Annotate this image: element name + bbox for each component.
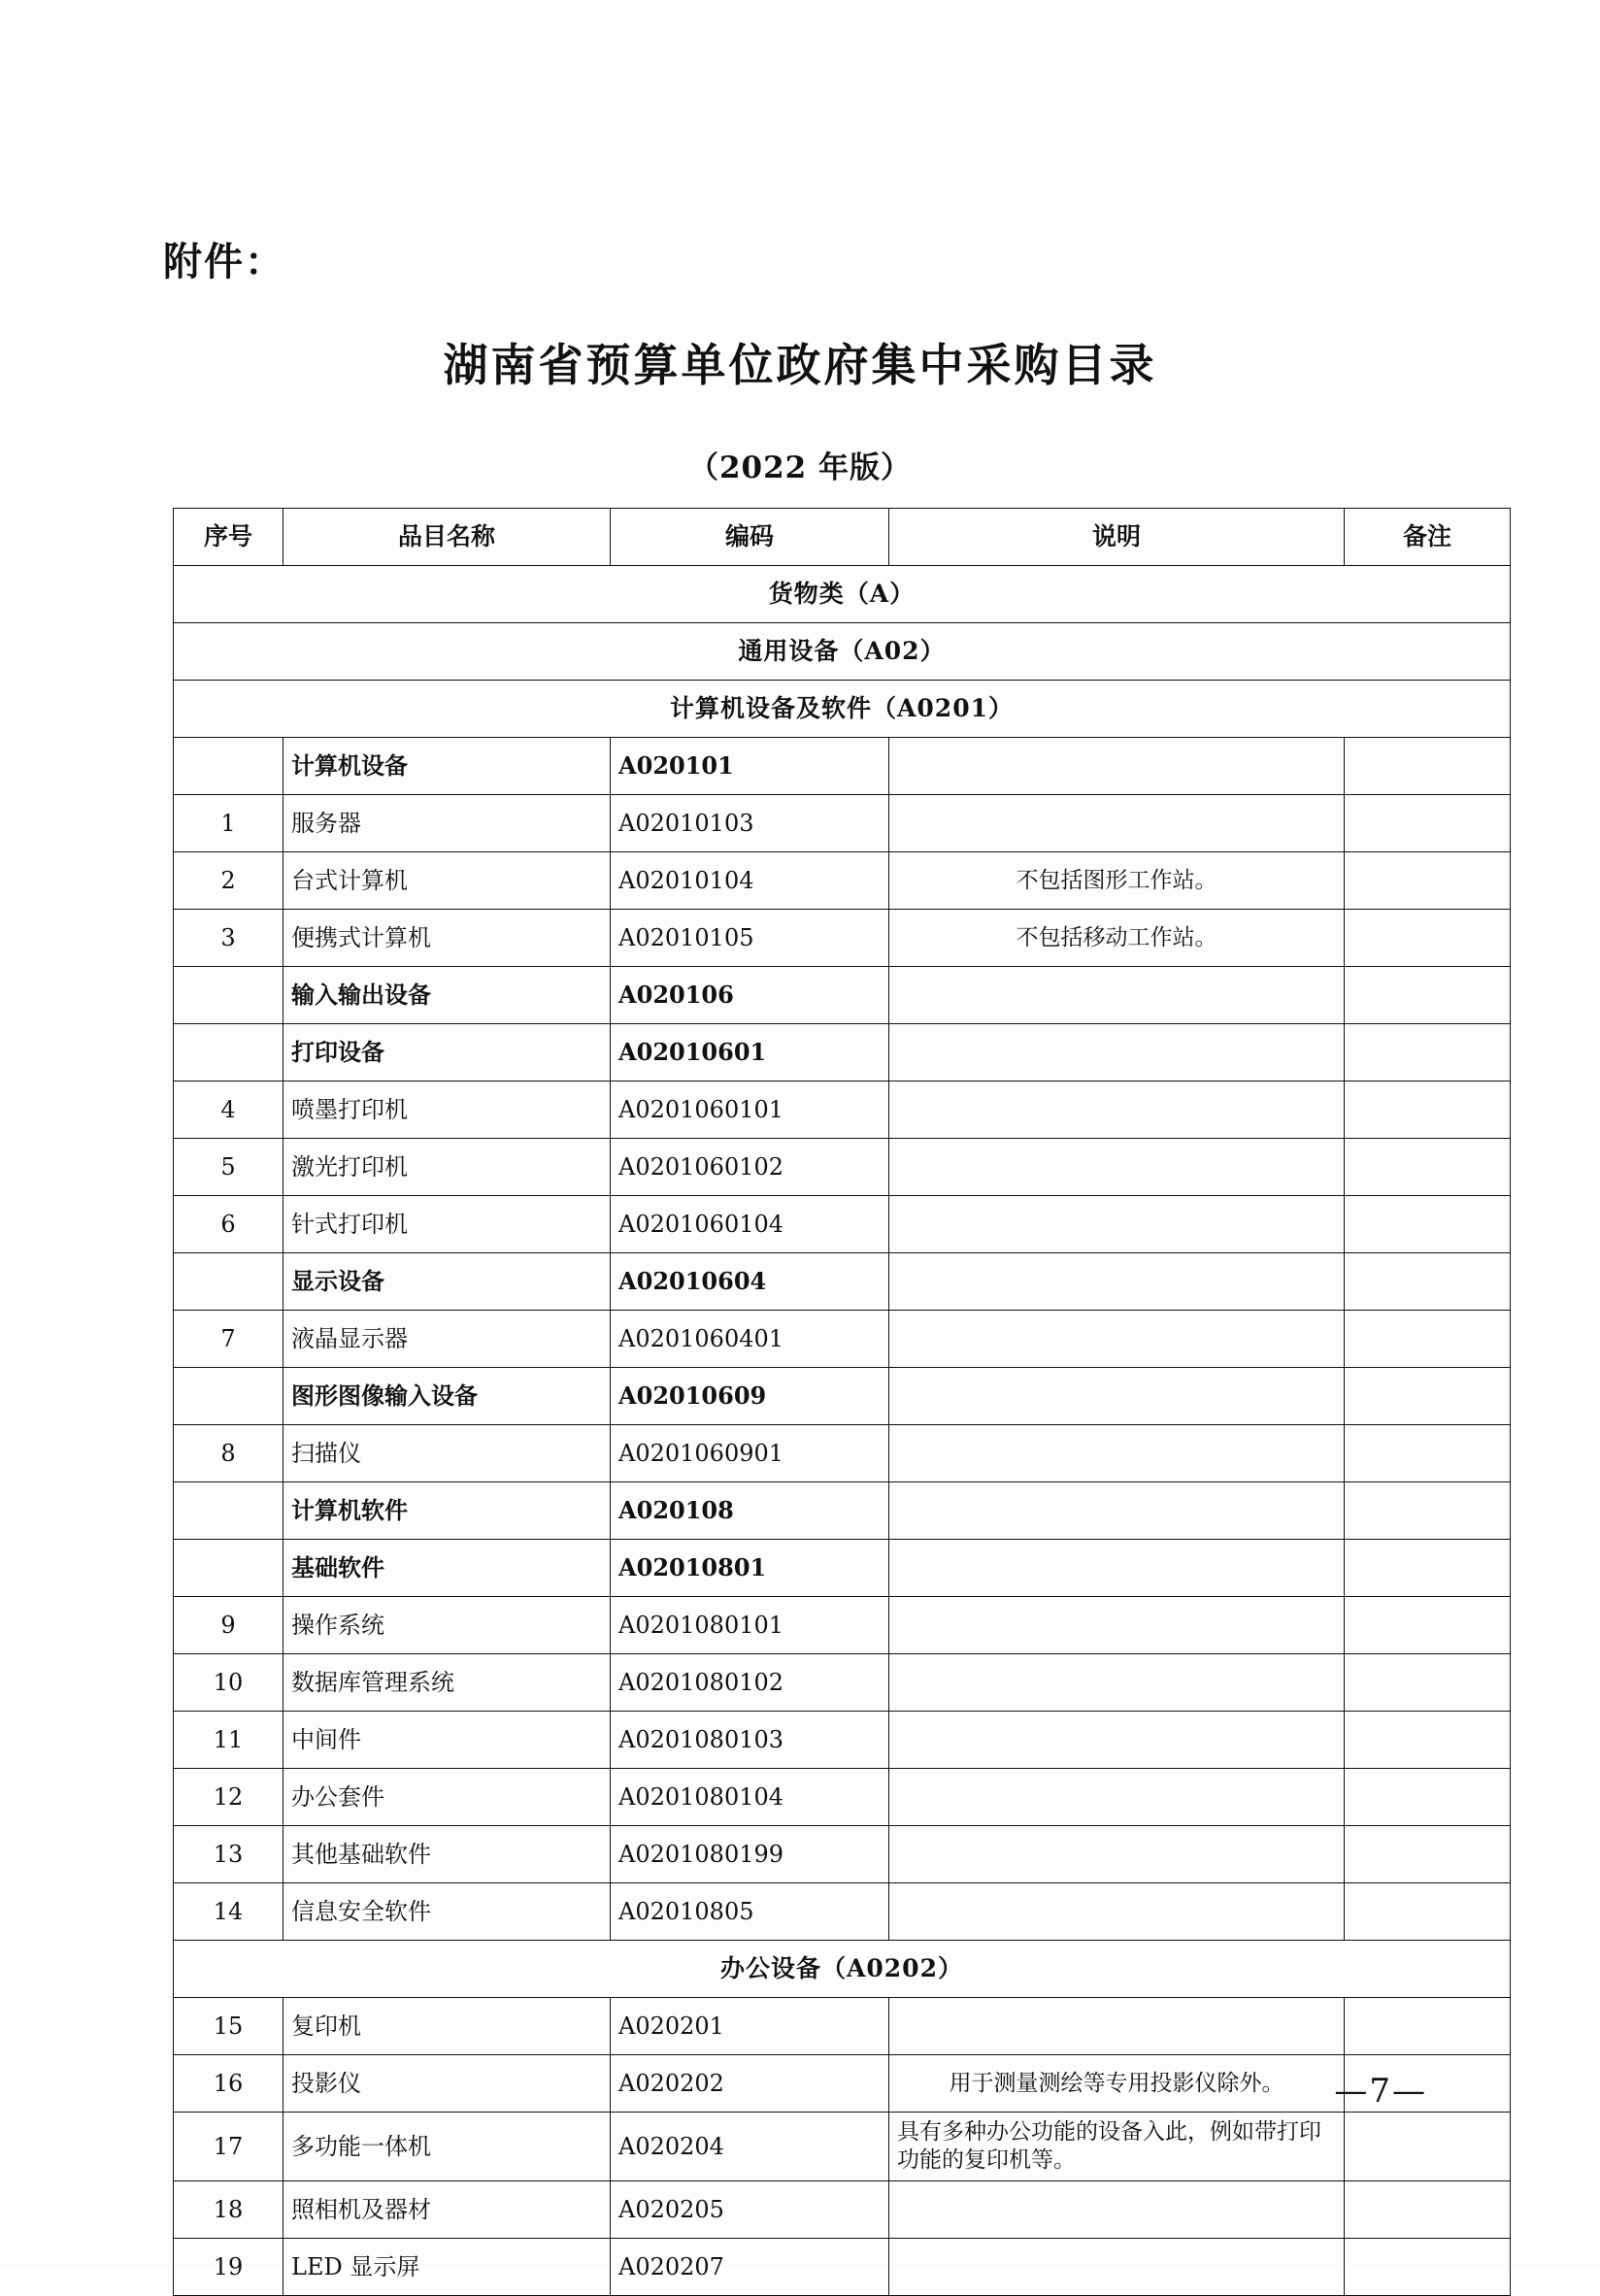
table-row [174, 1998, 1511, 2055]
cell-seq: 19 [174, 2238, 283, 2295]
section-title: 计算机设备及软件（A0201） [174, 681, 1511, 738]
cell-code: A0201080199 [611, 1826, 889, 1883]
section-title: 办公设备（A0202） [174, 1941, 1511, 1998]
cell-name: 中间件 [283, 1712, 611, 1769]
cell-seq: 11 [174, 1712, 283, 1769]
cell-desc [889, 1597, 1345, 1654]
cell-code: A0201080104 [611, 1769, 889, 1826]
cell-seq: 18 [174, 2180, 283, 2238]
column-header-3: 说明 [889, 509, 1345, 566]
cell-desc [889, 1253, 1345, 1311]
cell-seq [174, 1368, 283, 1425]
cell-seq [174, 1253, 283, 1311]
cell-seq: 1 [174, 795, 283, 852]
cell-note [1345, 2113, 1511, 2181]
cell-note [1345, 1883, 1511, 1941]
table-row [174, 2055, 1511, 2113]
cell-note [1345, 1482, 1511, 1540]
cell-note [1345, 2238, 1511, 2295]
cell-desc [889, 1196, 1345, 1253]
cell-desc [889, 1368, 1345, 1425]
cell-code: A0201080103 [611, 1712, 889, 1769]
table-header-row [174, 509, 1511, 566]
cell-desc [889, 795, 1345, 852]
cell-seq: 4 [174, 1081, 283, 1139]
cell-seq [174, 1482, 283, 1540]
cell-note [1345, 1998, 1511, 2055]
table-row [174, 1482, 1511, 1540]
cell-code: A02010801 [611, 1540, 889, 1597]
cell-code: A0201060104 [611, 1196, 889, 1253]
cell-desc [889, 2238, 1345, 2295]
page-number: —7— [1334, 2072, 1427, 2111]
section-title: 货物类（A） [174, 566, 1511, 623]
cell-desc [889, 1826, 1345, 1883]
cell-name: 其他基础软件 [283, 1826, 611, 1883]
cell-name: 图形图像输入设备 [283, 1368, 611, 1425]
cell-note [1345, 1368, 1511, 1425]
cell-name: 液晶显示器 [283, 1311, 611, 1368]
table-row [174, 1196, 1511, 1253]
cell-seq: 5 [174, 1139, 283, 1196]
cell-name: 针式打印机 [283, 1196, 611, 1253]
cell-desc [889, 1425, 1345, 1482]
cell-code: A02010601 [611, 1024, 889, 1081]
table-row [174, 1368, 1511, 1425]
cell-code: A0201060401 [611, 1311, 889, 1368]
cell-desc [889, 1311, 1345, 1368]
cell-code: A020106 [611, 967, 889, 1024]
cell-desc: 不包括图形工作站。 [889, 852, 1345, 910]
cell-name: 扫描仪 [283, 1425, 611, 1482]
cell-seq: 13 [174, 1826, 283, 1883]
cell-code: A02010105 [611, 910, 889, 967]
table-row [174, 1540, 1511, 1597]
cell-seq [174, 967, 283, 1024]
cell-seq: 8 [174, 1425, 283, 1482]
cell-note [1345, 1712, 1511, 1769]
cell-seq: 15 [174, 1998, 283, 2055]
cell-code: A02010103 [611, 795, 889, 852]
cell-seq: 6 [174, 1196, 283, 1253]
cell-desc: 用于测量测绘等专用投影仪除外。 [889, 2055, 1345, 2113]
cell-desc: 不包括移动工作站。 [889, 910, 1345, 967]
cell-name: 投影仪 [283, 2055, 611, 2113]
cell-seq [174, 738, 283, 795]
cell-seq: 12 [174, 1769, 283, 1826]
table-row [174, 1425, 1511, 1482]
cell-desc [889, 1712, 1345, 1769]
cell-note [1345, 795, 1511, 852]
table-row [174, 738, 1511, 795]
cell-name: 计算机软件 [283, 1482, 611, 1540]
cell-desc [889, 967, 1345, 1024]
cell-name: 基础软件 [283, 1540, 611, 1597]
cell-code: A02010609 [611, 1368, 889, 1425]
document-subtitle: （2022 年版） [687, 450, 913, 485]
cell-note [1345, 967, 1511, 1024]
cell-seq: 2 [174, 852, 283, 910]
cell-note [1345, 1311, 1511, 1368]
cell-desc [889, 1482, 1345, 1540]
table-row [174, 1139, 1511, 1196]
cell-name: 操作系统 [283, 1597, 611, 1654]
page-title: 湖南省预算单位政府集中采购目录 [443, 339, 1157, 391]
cell-note [1345, 1597, 1511, 1654]
cell-name: 输入输出设备 [283, 967, 611, 1024]
cell-name: 计算机设备 [283, 738, 611, 795]
cell-name: 复印机 [283, 1998, 611, 2055]
table-row [174, 967, 1511, 1024]
cell-seq: 16 [174, 2055, 283, 2113]
table-row [174, 2238, 1511, 2295]
cell-name: 台式计算机 [283, 852, 611, 910]
cell-code: A020101 [611, 738, 889, 795]
cell-note [1345, 1769, 1511, 1826]
cell-desc [889, 2180, 1345, 2238]
table-row [174, 1826, 1511, 1883]
cell-name: 办公套件 [283, 1769, 611, 1826]
cell-seq: 14 [174, 1883, 283, 1941]
cell-name: 信息安全软件 [283, 1883, 611, 1941]
table-row [174, 1769, 1511, 1826]
table-row [174, 1654, 1511, 1712]
section-row [174, 623, 1511, 681]
cell-note [1345, 1253, 1511, 1311]
table-row [174, 910, 1511, 967]
cell-note [1345, 2180, 1511, 2238]
cell-seq: 17 [174, 2113, 283, 2181]
cell-name: 打印设备 [283, 1024, 611, 1081]
table-row [174, 2180, 1511, 2238]
cell-name: 照相机及器材 [283, 2180, 611, 2238]
table-row [174, 1253, 1511, 1311]
cell-name: 多功能一体机 [283, 2113, 611, 2181]
cell-note [1345, 852, 1511, 910]
cell-desc [889, 1769, 1345, 1826]
attachment-label: 附件： [163, 239, 285, 284]
cell-code: A020207 [611, 2238, 889, 2295]
cell-code: A02010104 [611, 852, 889, 910]
table-row [174, 1081, 1511, 1139]
cell-name: 喷墨打印机 [283, 1081, 611, 1139]
cell-code: A020204 [611, 2113, 889, 2181]
cell-seq [174, 1540, 283, 1597]
cell-name: 显示设备 [283, 1253, 611, 1311]
cell-desc [889, 1998, 1345, 2055]
cell-code: A0201080102 [611, 1654, 889, 1712]
cell-code: A020202 [611, 2055, 889, 2113]
cell-note [1345, 1654, 1511, 1712]
table-row [174, 795, 1511, 852]
cell-desc [889, 1883, 1345, 1941]
table-row [174, 1024, 1511, 1081]
cell-code: A020205 [611, 2180, 889, 2238]
table-row [174, 2113, 1511, 2181]
table-row [174, 852, 1511, 910]
cell-desc [889, 1081, 1345, 1139]
cell-name: 激光打印机 [283, 1139, 611, 1196]
cell-note [1345, 1024, 1511, 1081]
cell-desc [889, 738, 1345, 795]
cell-desc [889, 1139, 1345, 1196]
cell-seq [174, 1024, 283, 1081]
cell-code: A020201 [611, 1998, 889, 2055]
cell-code: A0201060101 [611, 1081, 889, 1139]
cell-name: 服务器 [283, 795, 611, 852]
cell-desc [889, 1654, 1345, 1712]
column-header-1: 品目名称 [283, 509, 611, 566]
cell-note [1345, 1826, 1511, 1883]
cell-seq: 9 [174, 1597, 283, 1654]
cell-code: A020108 [611, 1482, 889, 1540]
section-title: 通用设备（A02） [174, 623, 1511, 681]
procurement-catalog-table [173, 508, 1511, 2296]
cell-note [1345, 910, 1511, 967]
cell-name: 数据库管理系统 [283, 1654, 611, 1712]
cell-desc [889, 1024, 1345, 1081]
cell-note [1345, 738, 1511, 795]
table-row [174, 1311, 1511, 1368]
section-row [174, 1941, 1511, 1998]
cell-code: A0201080101 [611, 1597, 889, 1654]
cell-code: A02010805 [611, 1883, 889, 1941]
column-header-4: 备注 [1345, 509, 1511, 566]
cell-note [1345, 1425, 1511, 1482]
cell-seq: 7 [174, 1311, 283, 1368]
table-row [174, 1597, 1511, 1654]
cell-code: A02010604 [611, 1253, 889, 1311]
cell-note [1345, 1081, 1511, 1139]
cell-code: A0201060102 [611, 1139, 889, 1196]
section-row [174, 681, 1511, 738]
cell-desc: 具有多种办公功能的设备入此，例如带打印功能的复印机等。 [889, 2113, 1345, 2181]
section-row [174, 566, 1511, 623]
cell-name: 便携式计算机 [283, 910, 611, 967]
column-header-0: 序号 [174, 509, 283, 566]
cell-desc [889, 1540, 1345, 1597]
cell-seq: 3 [174, 910, 283, 967]
cell-name: LED 显示屏 [283, 2238, 611, 2295]
cell-code: A0201060901 [611, 1425, 889, 1482]
table-row [174, 1883, 1511, 1941]
cell-seq: 10 [174, 1654, 283, 1712]
cell-note [1345, 1196, 1511, 1253]
cell-note [1345, 1540, 1511, 1597]
table-row [174, 1712, 1511, 1769]
column-header-2: 编码 [611, 509, 889, 566]
cell-note [1345, 1139, 1511, 1196]
